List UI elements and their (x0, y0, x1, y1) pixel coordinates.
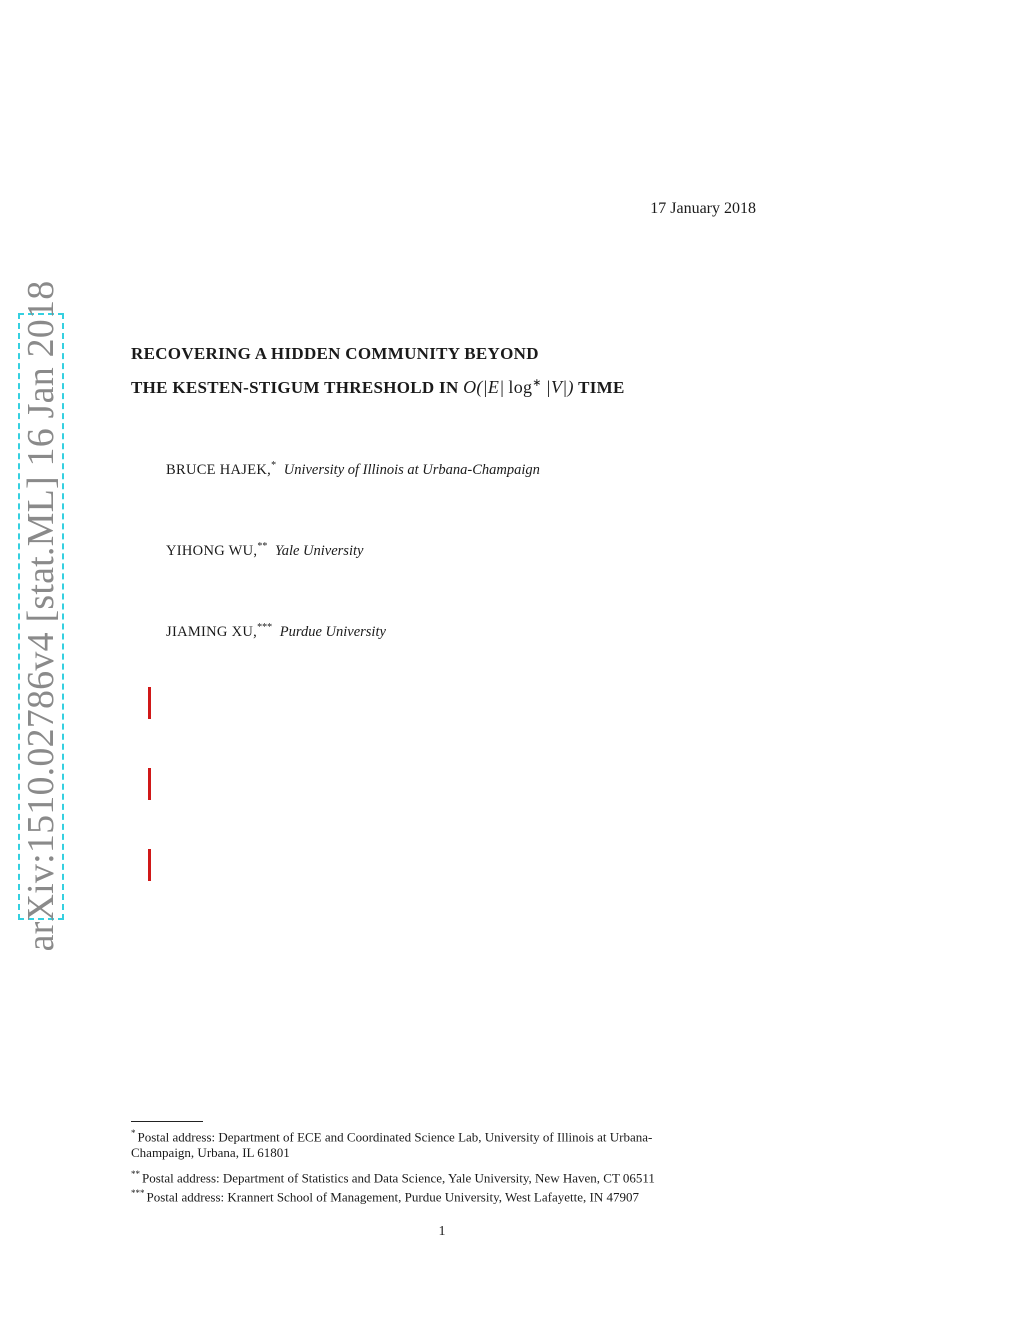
footnote-3 (131, 1185, 639, 1205)
red-margin-mark (148, 768, 151, 800)
author-footnote-mark: ** (257, 541, 268, 552)
author-name: YIHONG WU, (166, 542, 258, 559)
title-line-2-prefix: THE KESTEN-STIGUM THRESHOLD IN (131, 378, 459, 397)
title-complexity-math: O(|E| log∗ |V|) (463, 377, 574, 397)
author-name: BRUCE HAJEK, (166, 461, 272, 478)
footnote-rule (131, 1121, 203, 1122)
author-2 (166, 541, 363, 560)
footnote-mark: *** (131, 1188, 145, 1198)
author-footnote-mark: * (271, 460, 277, 471)
arxiv-stamp: arXiv:1510.02786v4 [stat.ML] 16 Jan 2018 (20, 280, 62, 952)
title-line-1: RECOVERING A HIDDEN COMMUNITY BEYOND (131, 344, 539, 363)
paper-date: 17 January 2018 (650, 200, 756, 217)
author-affiliation: Purdue University (279, 623, 386, 640)
footnote-mark: * (131, 1128, 136, 1138)
author-name: JIAMING XU, (166, 623, 258, 640)
author-1 (166, 460, 540, 479)
page-number: 1 (438, 1224, 446, 1239)
footnote-2 (131, 1166, 655, 1186)
red-margin-mark (148, 687, 151, 719)
footnote-1 (131, 1125, 652, 1145)
red-margin-mark (148, 849, 151, 881)
author-footnote-mark: *** (257, 622, 273, 633)
author-affiliation: Yale University (274, 542, 364, 559)
footnote-text: Champaign, Urbana, IL 61801 (131, 1145, 290, 1160)
footnote-text: Postal address: Department of Statistics and Data Science, Yale University, New Haven, CT 06511 (142, 1170, 655, 1186)
title-line-2 (131, 376, 625, 398)
author-3 (166, 622, 386, 641)
title-line-2-suffix: TIME (578, 378, 625, 397)
footnote-mark: ** (131, 1169, 140, 1179)
footnote-text: Postal address: Krannert School of Management, Purdue University, West Lafayette, IN 47907 (146, 1189, 639, 1205)
footnote-text: Postal address: Department of ECE and Coordinated Science Lab, University of Illinois at Urbana- (137, 1129, 653, 1145)
author-affiliation: University of Illinois at Urbana-Champaign (283, 461, 540, 478)
footnote-1-cont (131, 1145, 290, 1161)
